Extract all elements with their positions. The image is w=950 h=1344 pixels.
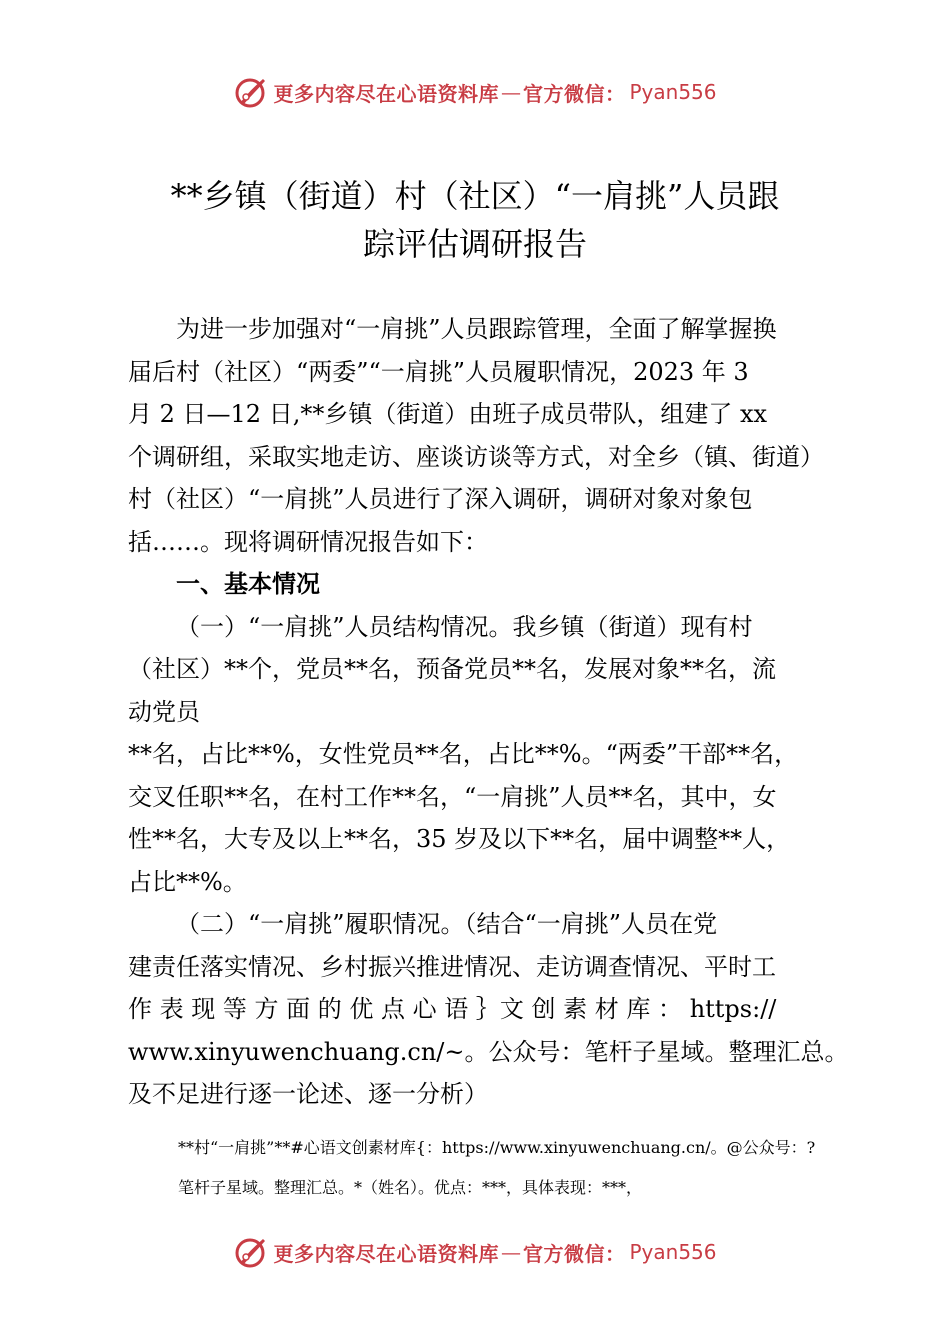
text-line: 为进一步加强对“一肩挑”人员跟踪管理，全面了解掌握换 <box>176 315 777 343</box>
text-line: www.xinyuwenchuang.cn/~。公众号：笔杆子星域。整理汇总。 <box>128 1037 849 1066</box>
text-line: 及不足进行逐一论述、逐一分析） <box>128 1080 488 1108</box>
small-note <box>178 1128 858 1208</box>
section-heading: 一、基本情况 <box>176 570 320 598</box>
text-line: 村（社区）“一肩挑”人员进行了深入调研，调研对象对象包 <box>128 485 753 513</box>
banner-text: 更多内容尽在心语资料库 <box>273 1241 499 1266</box>
text-line: （社区）**个，党员**名，预备党员**名，发展对象**名，流 <box>128 655 776 683</box>
document-body <box>128 308 849 1116</box>
banner-wechat-label: 官方微信： <box>522 81 626 106</box>
header-banner <box>0 72 950 112</box>
banner-separator: — <box>500 1240 521 1264</box>
brush-logo-icon <box>233 1234 269 1270</box>
document-title <box>100 172 850 268</box>
text-line: 占比**%。 <box>128 867 247 896</box>
text-line: （一）“一肩挑”人员结构情况。我乡镇（街道）现有村 <box>176 612 753 641</box>
text-line: 性**名，大专及以上**名，35 岁及以下**名，届中调整**人， <box>128 825 791 853</box>
text-line: 动党员 <box>128 697 200 726</box>
paragraph-performance <box>128 903 849 1116</box>
text-line: 括……。现将调研情况报告如下： <box>128 527 488 556</box>
text-line: 月 2 日—12 日,**乡镇（街道）由班子成员带队，组建了 xx <box>128 400 768 428</box>
small-line-2: 笔杆子星域。整理汇总。*（姓名）。优点：***，具体表现：***， <box>178 1178 643 1197</box>
banner-text: 更多内容尽在心语资料库 <box>273 81 499 106</box>
paragraph-intro <box>128 308 828 563</box>
paragraph-structure <box>128 606 828 904</box>
text-line: （二）“一肩挑”履职情况。（结合“一肩挑”人员在党 <box>176 910 718 938</box>
title-line-1: **乡镇（街道）村（社区）“一肩挑”人员跟 <box>170 177 780 215</box>
text-line: 作 表 现 等 方 面 的 优 点 心 语 ｝文 创 素 材 库 ： https:// <box>128 995 777 1023</box>
small-line-1: **村“一肩挑”**#心语文创素材库{：https://www.xinyuwenchuang.cn/。@公众号：? <box>178 1138 816 1157</box>
banner-wechat-id: Pyan556 <box>629 1240 717 1264</box>
banner-wechat-label: 官方微信： <box>522 1241 626 1266</box>
banner-wechat-id: Pyan556 <box>629 80 717 104</box>
text-line: **名，占比**%，女性党员**名，占比**%。“两委”干部**名， <box>128 740 799 768</box>
text-line: 届后村（社区）“两委”“一肩挑”人员履职情况，2023 年 3 <box>128 357 749 386</box>
title-line-2: 踪评估调研报告 <box>362 225 587 263</box>
footer-banner <box>0 1232 950 1272</box>
text-line: 交叉任职**名，在村工作**名，“一肩挑”人员**名，其中，女 <box>128 782 777 811</box>
text-line: 建责任落实情况、乡村振兴推进情况、走访调查情况、平时工 <box>128 952 776 981</box>
brush-logo-icon <box>233 74 269 110</box>
banner-separator: — <box>500 80 521 104</box>
text-line: 个调研组，采取实地走访、座谈访谈等方式，对全乡（镇、街道） <box>128 442 824 471</box>
